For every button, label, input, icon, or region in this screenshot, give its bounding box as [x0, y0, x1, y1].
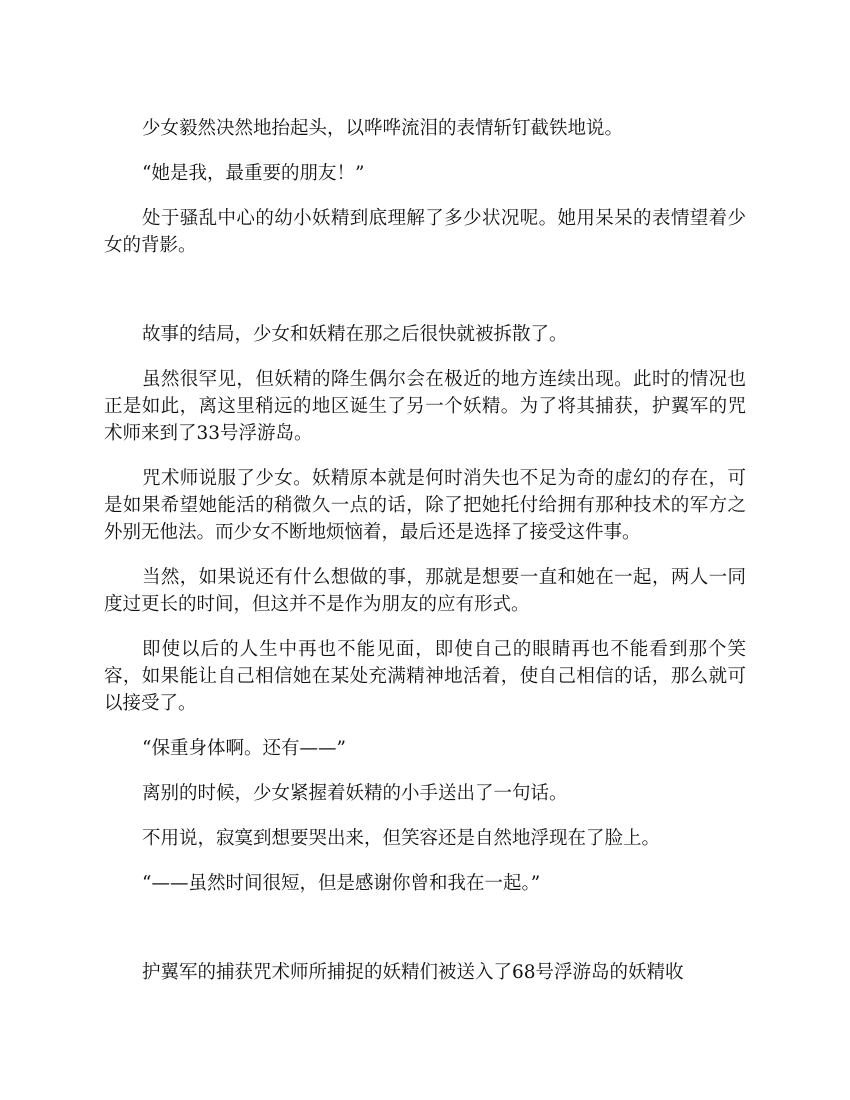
- paragraph: 护翼军的捕获咒术师所捕捉的妖精们被送入了68号浮游岛的妖精收: [142, 962, 684, 983]
- paragraph: 当然，如果说还有什么想做的事，那就是想要一直和她在一起，两人一同度过更长的时间，但这并不是作为朋友的应有形式。: [104, 567, 746, 615]
- paragraph: 虽然很罕见，但妖精的降生偶尔会在极近的地方连续出现。此时的情况也正是如此，离这里稍远的地区诞生了另一个妖精。为了将其捕获，护翼军的咒术师来到了33号浮游岛。: [104, 369, 746, 444]
- paragraph: “——虽然时间很短，但是感谢你曾和我在一起。”: [142, 873, 541, 894]
- paragraph: 故事的结局，少女和妖精在那之后很快就被拆散了。: [142, 324, 568, 345]
- paragraph: 咒术师说服了少女。妖精原本就是何时消失也不足为奇的虚幻的存在，可是如果希望她能活的稍微久一点的话，除了把她托付给拥有那种技术的军方之外别无他法。而少女不断地烦恼着，最后还是选择了接受这件事。: [104, 468, 746, 543]
- paragraph: 不用说，寂寞到想要哭出来，但笑容还是自然地浮现在了脸上。: [142, 828, 661, 849]
- paragraph: “保重身体啊。还有——”: [142, 738, 346, 759]
- paragraph: 离别的时候，少女紧握着妖精的小手送出了一句话。: [142, 783, 568, 804]
- document-body: [104, 115, 746, 1004]
- paragraph: “她是我，最重要的朋友！”: [142, 163, 365, 184]
- section-break: [104, 277, 746, 321]
- section-break: [104, 915, 746, 959]
- paragraph: 处于骚乱中心的幼小妖精到底理解了多少状况呢。她用呆呆的表情望着少女的背影。: [104, 208, 746, 256]
- paragraph: 少女毅然决然地抬起头，以哗哗流泪的表情斩钉截铁地说。: [142, 118, 624, 139]
- paragraph: 即使以后的人生中再也不能见面，即使自己的眼睛再也不能看到那个笑容，如果能让自己相信她在某处充满精神地活着，使自己相信的话，那么就可以接受了。: [104, 639, 746, 714]
